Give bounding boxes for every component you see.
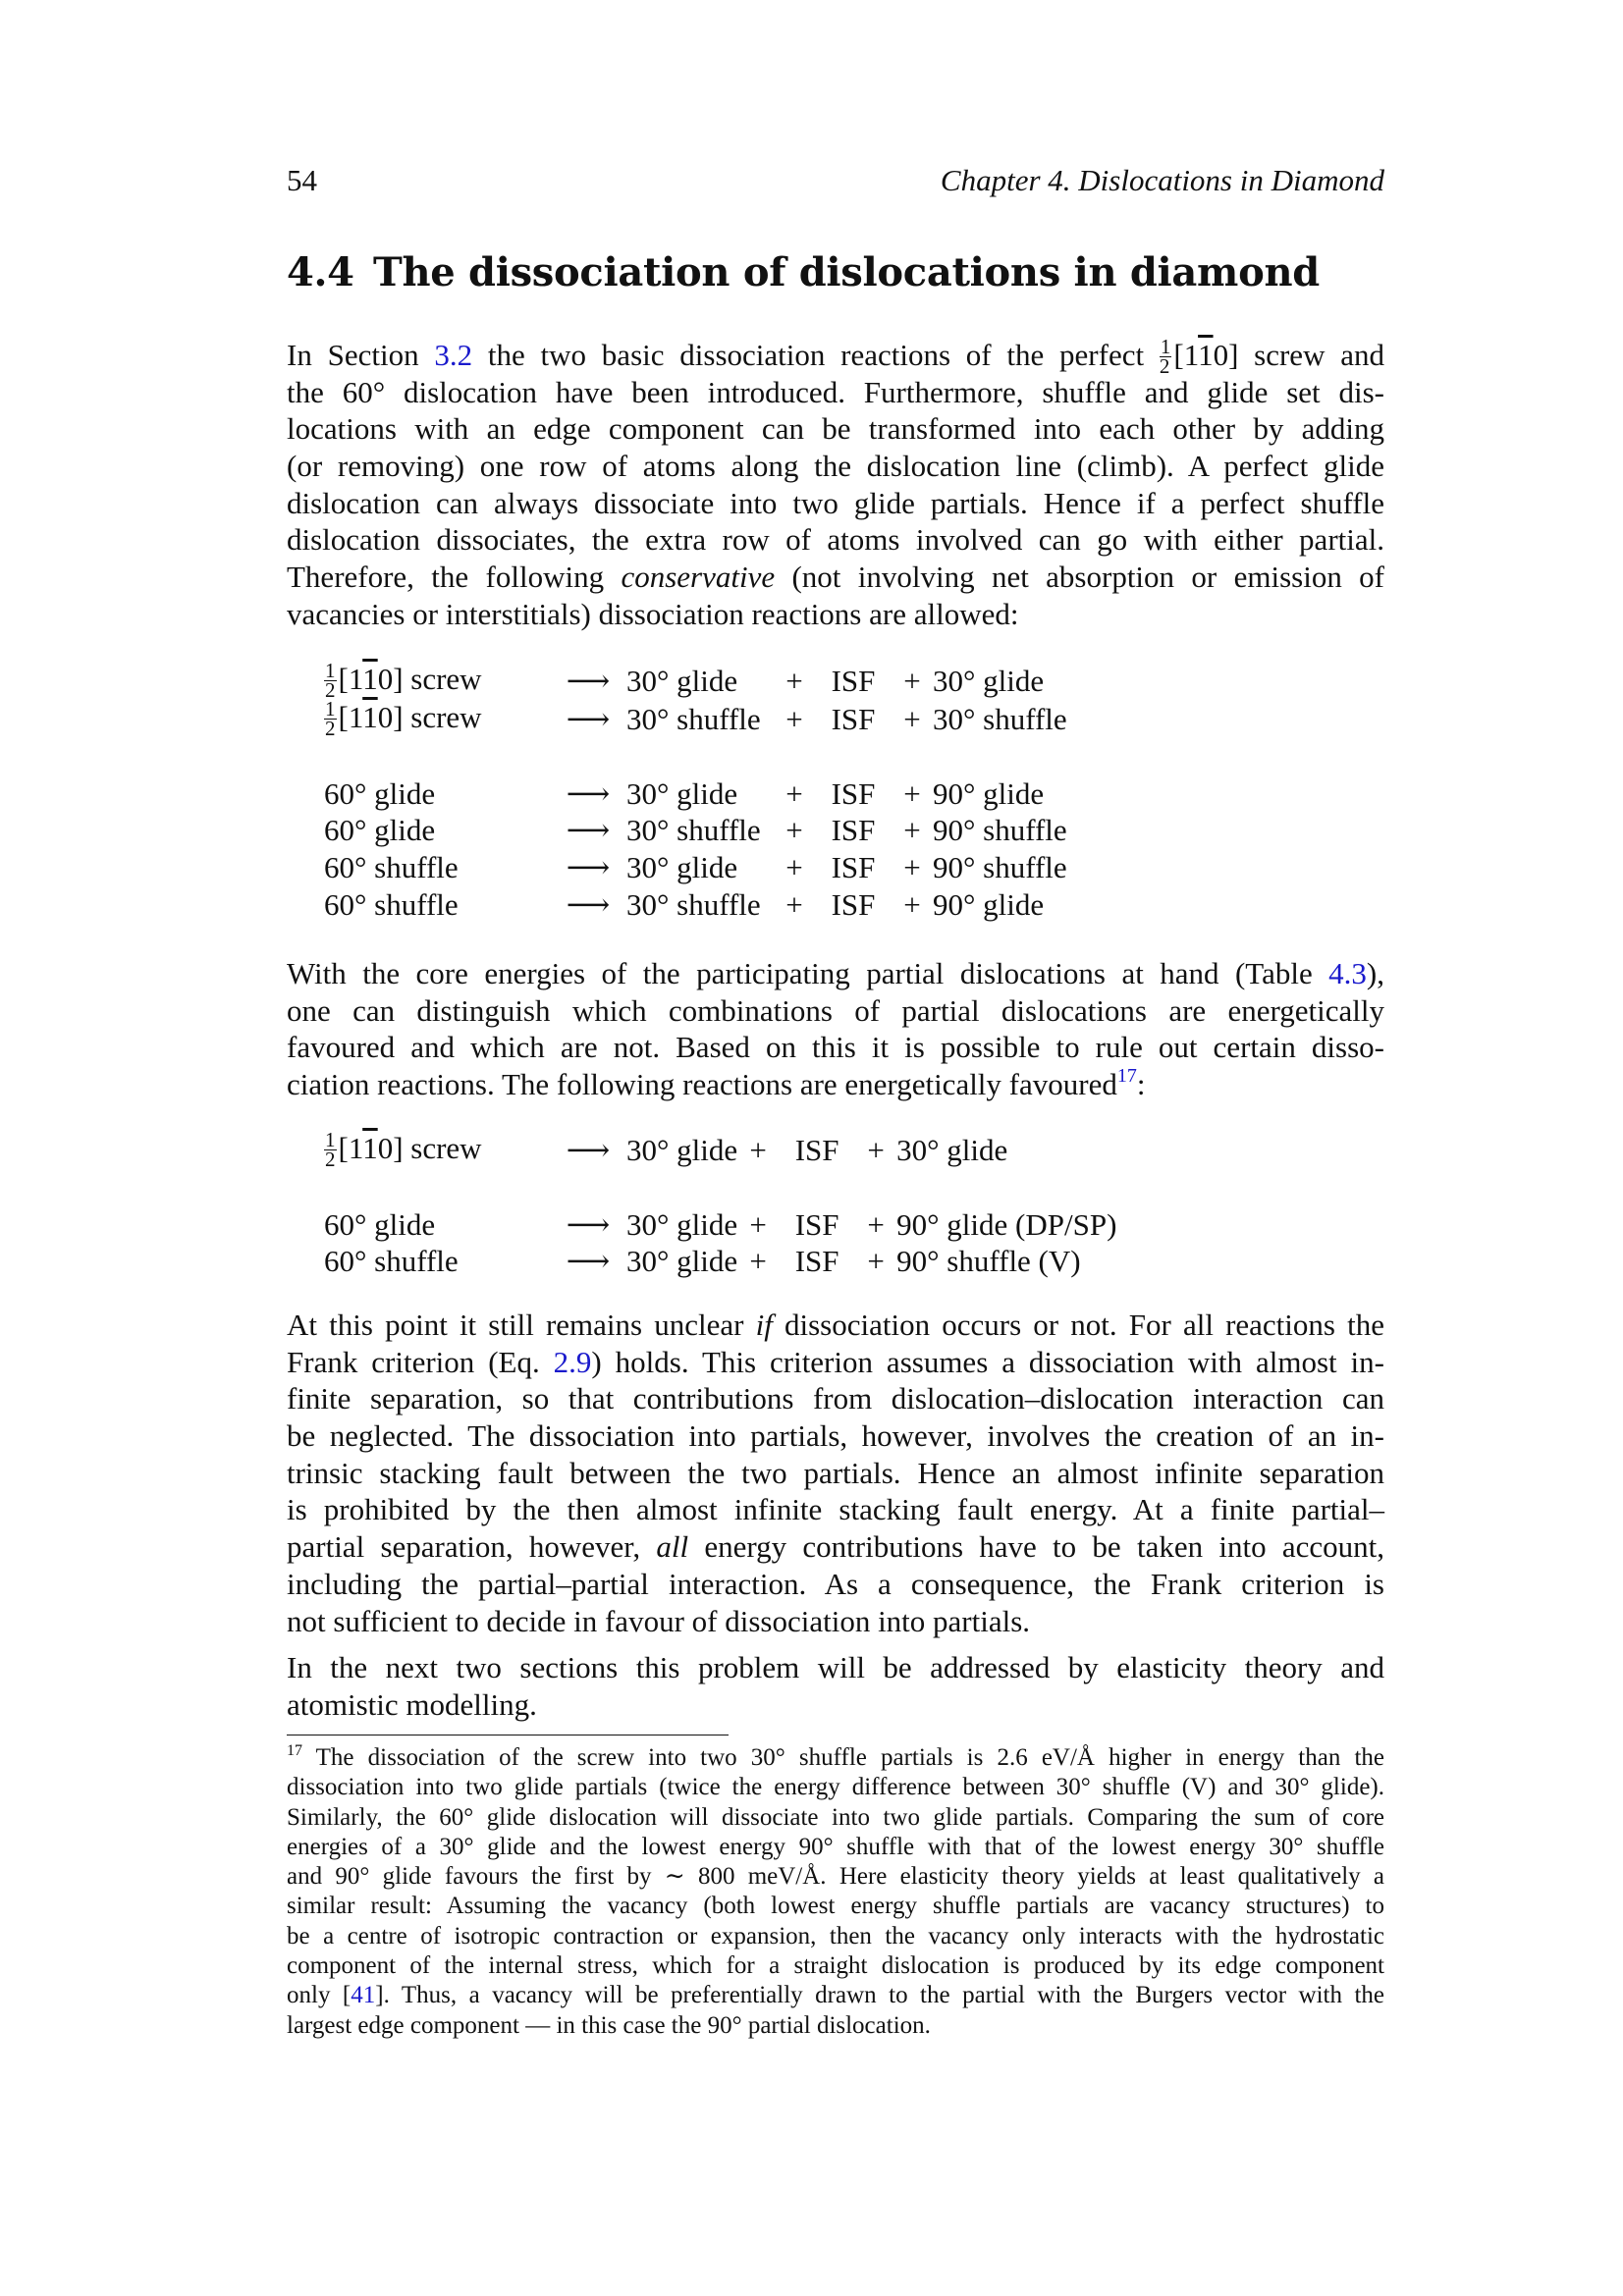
text-line: dislocation can always dissociate into two glide partials. Hence if a perfect shuffle [287, 485, 1384, 520]
text-line: atomistic modelling. [287, 1686, 537, 1722]
footnote-mark: 17 [287, 1742, 302, 1759]
text-line: Frank criterion (Eq. 2.9) holds. This criterion assumes a dissociation with almost in- [287, 1344, 1384, 1379]
text-line: the 60° dislocation have been introduced. Furthermore, shuffle and glide set dis- [287, 374, 1384, 409]
footnote-line: energies of a 30° glide and the lowest energy 90° shuffle with that of the lowest energy 30° shuffle [287, 1833, 1384, 1860]
text-line: In Section 3.2 the two basic dissociation reactions of the perfect $\frac{1}{2}$ [110] screw and [287, 335, 1384, 378]
text-line: Therefore, the following conservative (not involving net absorption or emission of [287, 560, 1384, 595]
section-title: The dissociation of dislocations in diamond [373, 249, 1320, 295]
footnote-line: Similarly, the 60° glide dislocation will dissociate into two glide partials. Comparing the sum of core [287, 1803, 1384, 1831]
paragraph-frank-criterion [287, 1307, 1384, 1639]
text-line: finite separation, so that contributions from dislocation–dislocation interaction can [287, 1381, 1384, 1416]
citation-ref-link[interactable]: 41 [351, 1982, 376, 2009]
text-line: locations with an edge component can be transformed into each other by adding [287, 411, 1384, 447]
paragraph-energetics [287, 955, 1384, 1103]
footnote-line: $^{17}$ The dissociation of the screw into two 30° shuffle partials is 2.6 eV/Å higher in energy than the [287, 1742, 1384, 1771]
section-heading [287, 249, 1320, 295]
paragraph-outlook [287, 1649, 1384, 1723]
text-line: (or removing) one row of atoms along the dislocation line (climb). A perfect glide [287, 449, 1384, 484]
section-ref-link[interactable]: 3.2 [434, 338, 473, 372]
reactions-favoured [324, 1128, 1117, 1280]
footnote-line: and 90° glide favours the first by ∼ 800 meV/Å. Here elasticity theory yields at least qualitatively a [287, 1863, 1384, 1891]
footnote-line: only [41]. Thus, a vacancy will be preferentially drawn to the partial with the Burgers vector with the [287, 1982, 1384, 2009]
footnote-line: similar result: Assuming the vacancy (both lowest energy shuffle partials are vacancy structures) to [287, 1893, 1384, 1920]
text-line: In the next two sections this problem will be addressed by elasticity theory and [287, 1650, 1384, 1684]
footnote-ref-link[interactable]: 17 [1116, 1065, 1137, 1088]
section-number: 4.4 [287, 249, 354, 295]
reaction-row: 60° shuffle ⟶ 30° glide + ISF + 90° shuffle (V) [324, 1244, 1081, 1279]
text-line: is prohibited by the then almost infinite stacking fault energy. At a finite partial– [287, 1492, 1384, 1527]
reaction-row: $\frac{1}{2}$ [110] screw ⟶ 30° glide + ISF + 30° glide [325, 659, 1045, 702]
footnote-17 [287, 1743, 1384, 2041]
text-line: vacancies or interstitials) dissociation reactions are allowed: [287, 596, 1019, 631]
text-line: trinsic stacking fault between the two partials. Hence an almost infinite separation [287, 1455, 1384, 1490]
reaction-row: 60° shuffle ⟶ 30° shuffle + ISF + 90° glide [324, 886, 1045, 922]
reaction-row: $\frac{1}{2}$ [110] screw ⟶ 30° shuffle + ISF + 30° shuffle [325, 697, 1067, 740]
table-ref-link[interactable]: 4.3 [1328, 956, 1367, 990]
equation-ref-link[interactable]: 2.9 [553, 1344, 592, 1379]
footnote-line: dissociation into two glide partials (twice the energy difference between 30° shuffle (V) and 30° glide). [287, 1774, 1384, 1801]
text-line: not sufficient to decide in favour of dissociation into partials. [287, 1603, 1031, 1638]
text-line: ciation reactions. The following reactions are energetically favoured$^{17}$: [287, 1065, 1146, 1102]
paragraph-intro [287, 337, 1384, 633]
reaction-row: 60° glide ⟶ 30° glide + ISF + 90° glide (DP/SP) [324, 1206, 1117, 1242]
text-line: favoured and which are not. Based on this it is possible to rule out certain disso- [287, 1030, 1384, 1065]
fraction-half: $\frac{1}{2}$ [325, 659, 336, 702]
reaction-row: 60° shuffle ⟶ 30° glide + ISF + 90° shuffle [324, 849, 1067, 884]
text-line: dislocation dissociates, the extra row of atoms involved can go with either partial. [287, 522, 1384, 558]
fraction-half: $\frac{1}{2}$ [1159, 335, 1171, 378]
footnote-line: component of the internal stress, which for a straight dislocation is produced by its edge component [287, 1952, 1384, 1980]
reaction-row: 60° glide ⟶ 30° glide + ISF + 90° glide [324, 775, 1045, 811]
chapter-title: Chapter 4. Dislocations in Diamond [940, 163, 1384, 197]
fraction-half: $\frac{1}{2}$ [325, 697, 336, 740]
running-header [287, 163, 1384, 202]
text-line: At this point it still remains unclear if dissociation occurs or not. For all reactions the [287, 1308, 1384, 1342]
text-line: including the partial–partial interaction. As a consequence, the Frank criterion is [287, 1566, 1384, 1601]
page-number: 54 [287, 163, 317, 197]
text-line: be neglected. The dissociation into partials, however, involves the creation of an in- [287, 1418, 1384, 1454]
fraction-half: $\frac{1}{2}$ [325, 1128, 336, 1171]
text-line: one can distinguish which combinations of partial dislocations are energetically [287, 992, 1384, 1028]
reaction-row: 60° glide ⟶ 30° shuffle + ISF + 90° shuffle [324, 813, 1067, 848]
footnote-line: largest edge component — in this case the 90° partial dislocation. [287, 2011, 931, 2039]
text-line: With the core energies of the participating partial dislocations at hand (Table 4.3), [287, 956, 1384, 990]
text-line: partial separation, however, all energy contributions have to be taken into account, [287, 1529, 1384, 1565]
reactions-allowed [324, 659, 1067, 923]
footnote-line: be a centre of isotropic contraction or expansion, then the vacancy only interacts with the hydrostatic [287, 1922, 1384, 1949]
reaction-row: $\frac{1}{2}$ [110] screw ⟶ 30° glide + ISF + 30° glide [325, 1128, 1008, 1171]
